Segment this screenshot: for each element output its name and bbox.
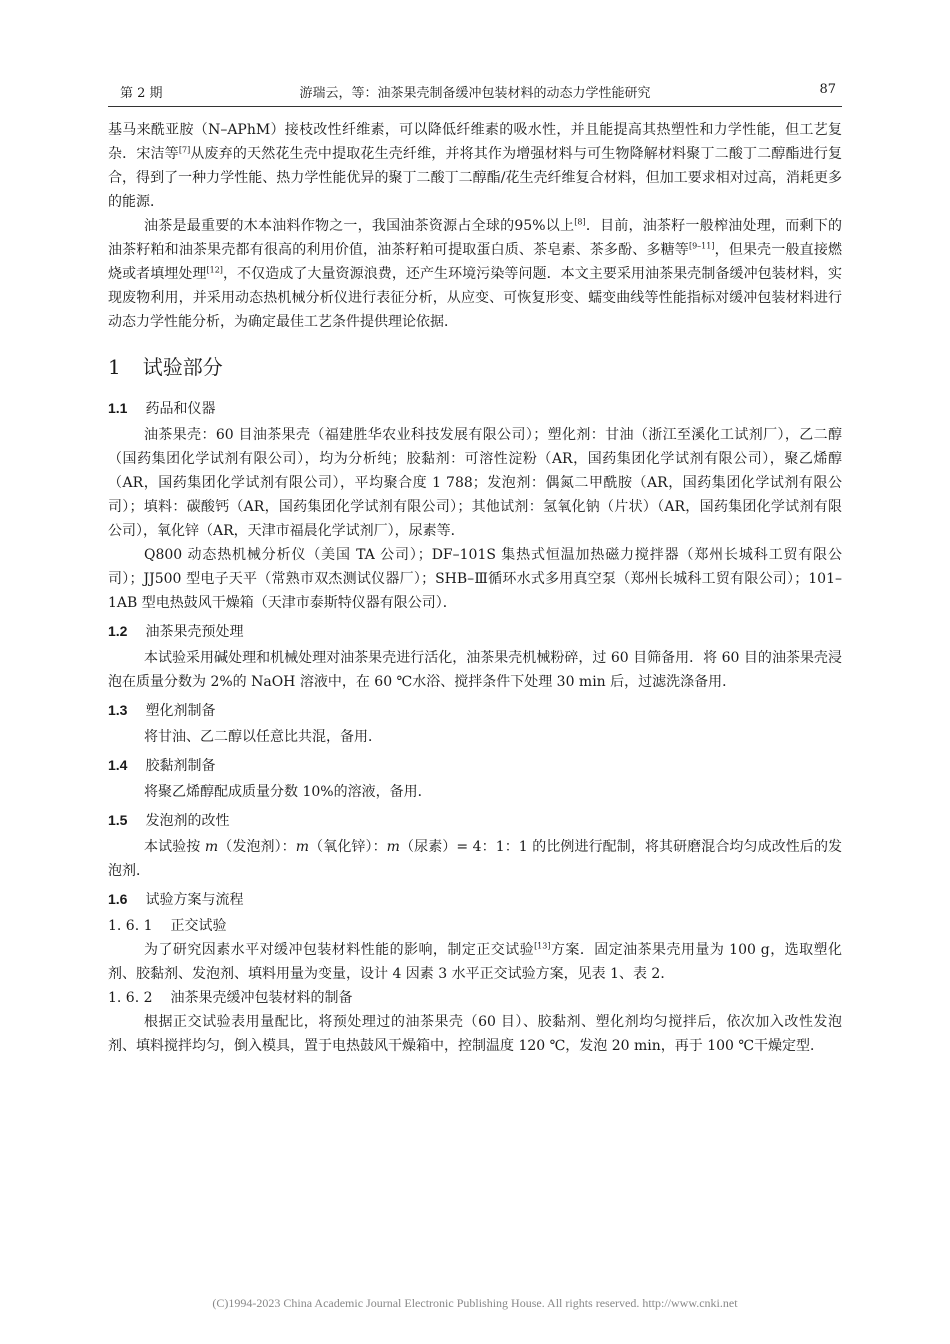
subsection-heading-1-4: 1.4 胶黏剂制备 — [108, 757, 216, 774]
intro-paragraph-1: 基马来酰亚胺（N–APhM）接枝改性纤维素，可以降低纤维素的吸水性，并且能提高其热塑性和力学性能，但工艺复杂．宋洁等[7]从废弃的天然花生壳中提取花生壳纤维，并将其作为增强材料与可生物降解材料聚丁二酸丁二醇酯进行复合，得到了一种力学性能、热力学性能优异的聚丁二酸丁二醇酯/花生壳纤维复合材料，但加工要求相对过高，消耗更多的能源． — [108, 122, 843, 210]
section-heading-1: 1 试验部分 — [108, 355, 223, 379]
foaming-agent-paragraph: 本试验按 m（发泡剂）：m（氧化锌）：m（尿素）= 4：1：1 的比例进行配制，将其研磨混合均匀成改性后的发泡剂． — [108, 839, 843, 879]
citation[interactable]: [9–11] — [688, 241, 715, 251]
plasticizer-paragraph: 将甘油、乙二醇以任意比共混，备用． — [144, 729, 382, 745]
citation[interactable]: [12] — [206, 265, 223, 275]
page-header — [108, 78, 842, 107]
orthogonal-test-paragraph: 为了研究因素水平对缓冲包装材料性能的影响，制定正交试验[13]方案．固定油茶果壳用量为 100 g，选取塑化剂、胶黏剂、发泡剂、填料用量为变量，设计 4 因素 3 水平正交试验方案，见表 1、表 2． — [108, 941, 842, 982]
citation[interactable]: [8] — [574, 217, 586, 227]
pretreatment-paragraph: 本试验采用碱处理和机械处理对油茶果壳进行活化，油茶果壳机械粉碎，过 60 目筛备用．将 60 目的油茶果壳浸泡在质量分数为 2%的 NaOH 溶液中，在 60 ℃水浴、搅拌条件下处理 30 min 后，过滤洗涤备用． — [108, 650, 842, 690]
instruments-paragraph: Q800 动态热机械分析仪（美国 TA 公司）；DF–101S 集热式恒温加热磁力搅拌器（郑州长城科工贸有限公司）；JJ500 型电子天平（常熟市双杰测试仪器厂）；SHB–Ⅲ循环水式多用真空泵（郑州长城科工贸有限公司）；101–1AB 型电热鼓风干燥箱（天津市泰斯特仪器有限公司）． — [108, 547, 842, 611]
article-body — [108, 118, 842, 1058]
subsection-heading-1-3: 1.3 塑化剂制备 — [108, 702, 216, 719]
adhesive-paragraph: 将聚乙烯醇配成质量分数 10%的溶液，备用． — [144, 784, 432, 800]
subsection-heading-1-1: 1.1 药品和仪器 — [108, 400, 216, 417]
subsection-heading-1-6: 1.6 试验方案与流程 — [108, 891, 244, 908]
intro-paragraph-2: 油茶是最重要的木本油料作物之一，我国油茶资源占全球的95%以上[8]．目前，油茶籽一般榨油处理，而剩下的油茶籽粕和油茶果壳都有很高的利用价值，油茶籽粕可提取蛋白质、茶皂素、茶多酚、多糖等[9–11]，但果壳一般直接燃烧或者填埋处理[12]，不仅造成了大量资源浪费，还产生环境污染等问题．本文主要采用油茶果壳制备缓冲包装材料，实现废物利用，并采用动态热机械分析仪进行表征分析，从应变、可恢复形变、蠕变曲线等性能指标对缓冲包装材料进行动态力学性能分析，为确定最佳工艺条件提供理论依据． — [108, 217, 843, 330]
subsubsection-heading-1-6-1: 1. 6. 1 正交试验 — [108, 918, 227, 934]
subsection-heading-1-2: 1.2 油茶果壳预处理 — [108, 623, 244, 640]
materials-paragraph: 油茶果壳：60 目油茶果壳（福建胜华农业科技发展有限公司）；塑化剂：甘油（浙江至溪化工试剂厂），乙二醇（国药集团化学试剂有限公司），均为分析纯；胶黏剂：可溶性淀粉（AR，国药集团化学试剂有限公司），聚乙烯醇（AR，国药集团化学试剂有限公司），平均聚合度 1 788；发泡剂：偶氮二甲酰胺（AR，国药集团化学试剂有限公司）；填料：碳酸钙（AR，国药集团化学试剂有限公司）；其他试剂：氢氧化钠（片状）（AR，国药集团化学试剂有限公司），氧化锌（AR，天津市福晨化学试剂厂），尿素等． — [108, 427, 842, 539]
citation[interactable]: [7] — [178, 145, 191, 155]
running-title: 游瑞云，等：油茶果壳制备缓冲包装材料的动态力学性能研究 — [299, 86, 651, 101]
issue-number: 第 2 期 — [120, 86, 163, 101]
citation[interactable]: [13] — [534, 941, 551, 951]
subsubsection-heading-1-6-2: 1. 6. 2 油茶果壳缓冲包装材料的制备 — [108, 990, 353, 1006]
page-number: 87 — [819, 82, 836, 97]
subsection-heading-1-5: 1.5 发泡剂的改性 — [108, 812, 230, 829]
copyright-footer: (C)1994-2023 China Academic Journal Electronic Publishing House. All rights reserved. http://www.cnki.net — [212, 1296, 738, 1310]
preparation-paragraph: 根据正交试验表用量配比，将预处理过的油茶果壳（60 目）、胶黏剂、塑化剂均匀搅拌后，依次加入改性发泡剂、填料搅拌均匀，倒入模具，置于电热鼓风干燥箱中，控制温度 120 ℃，发泡 20 min，再于 100 ℃干燥定型． — [108, 1014, 842, 1054]
